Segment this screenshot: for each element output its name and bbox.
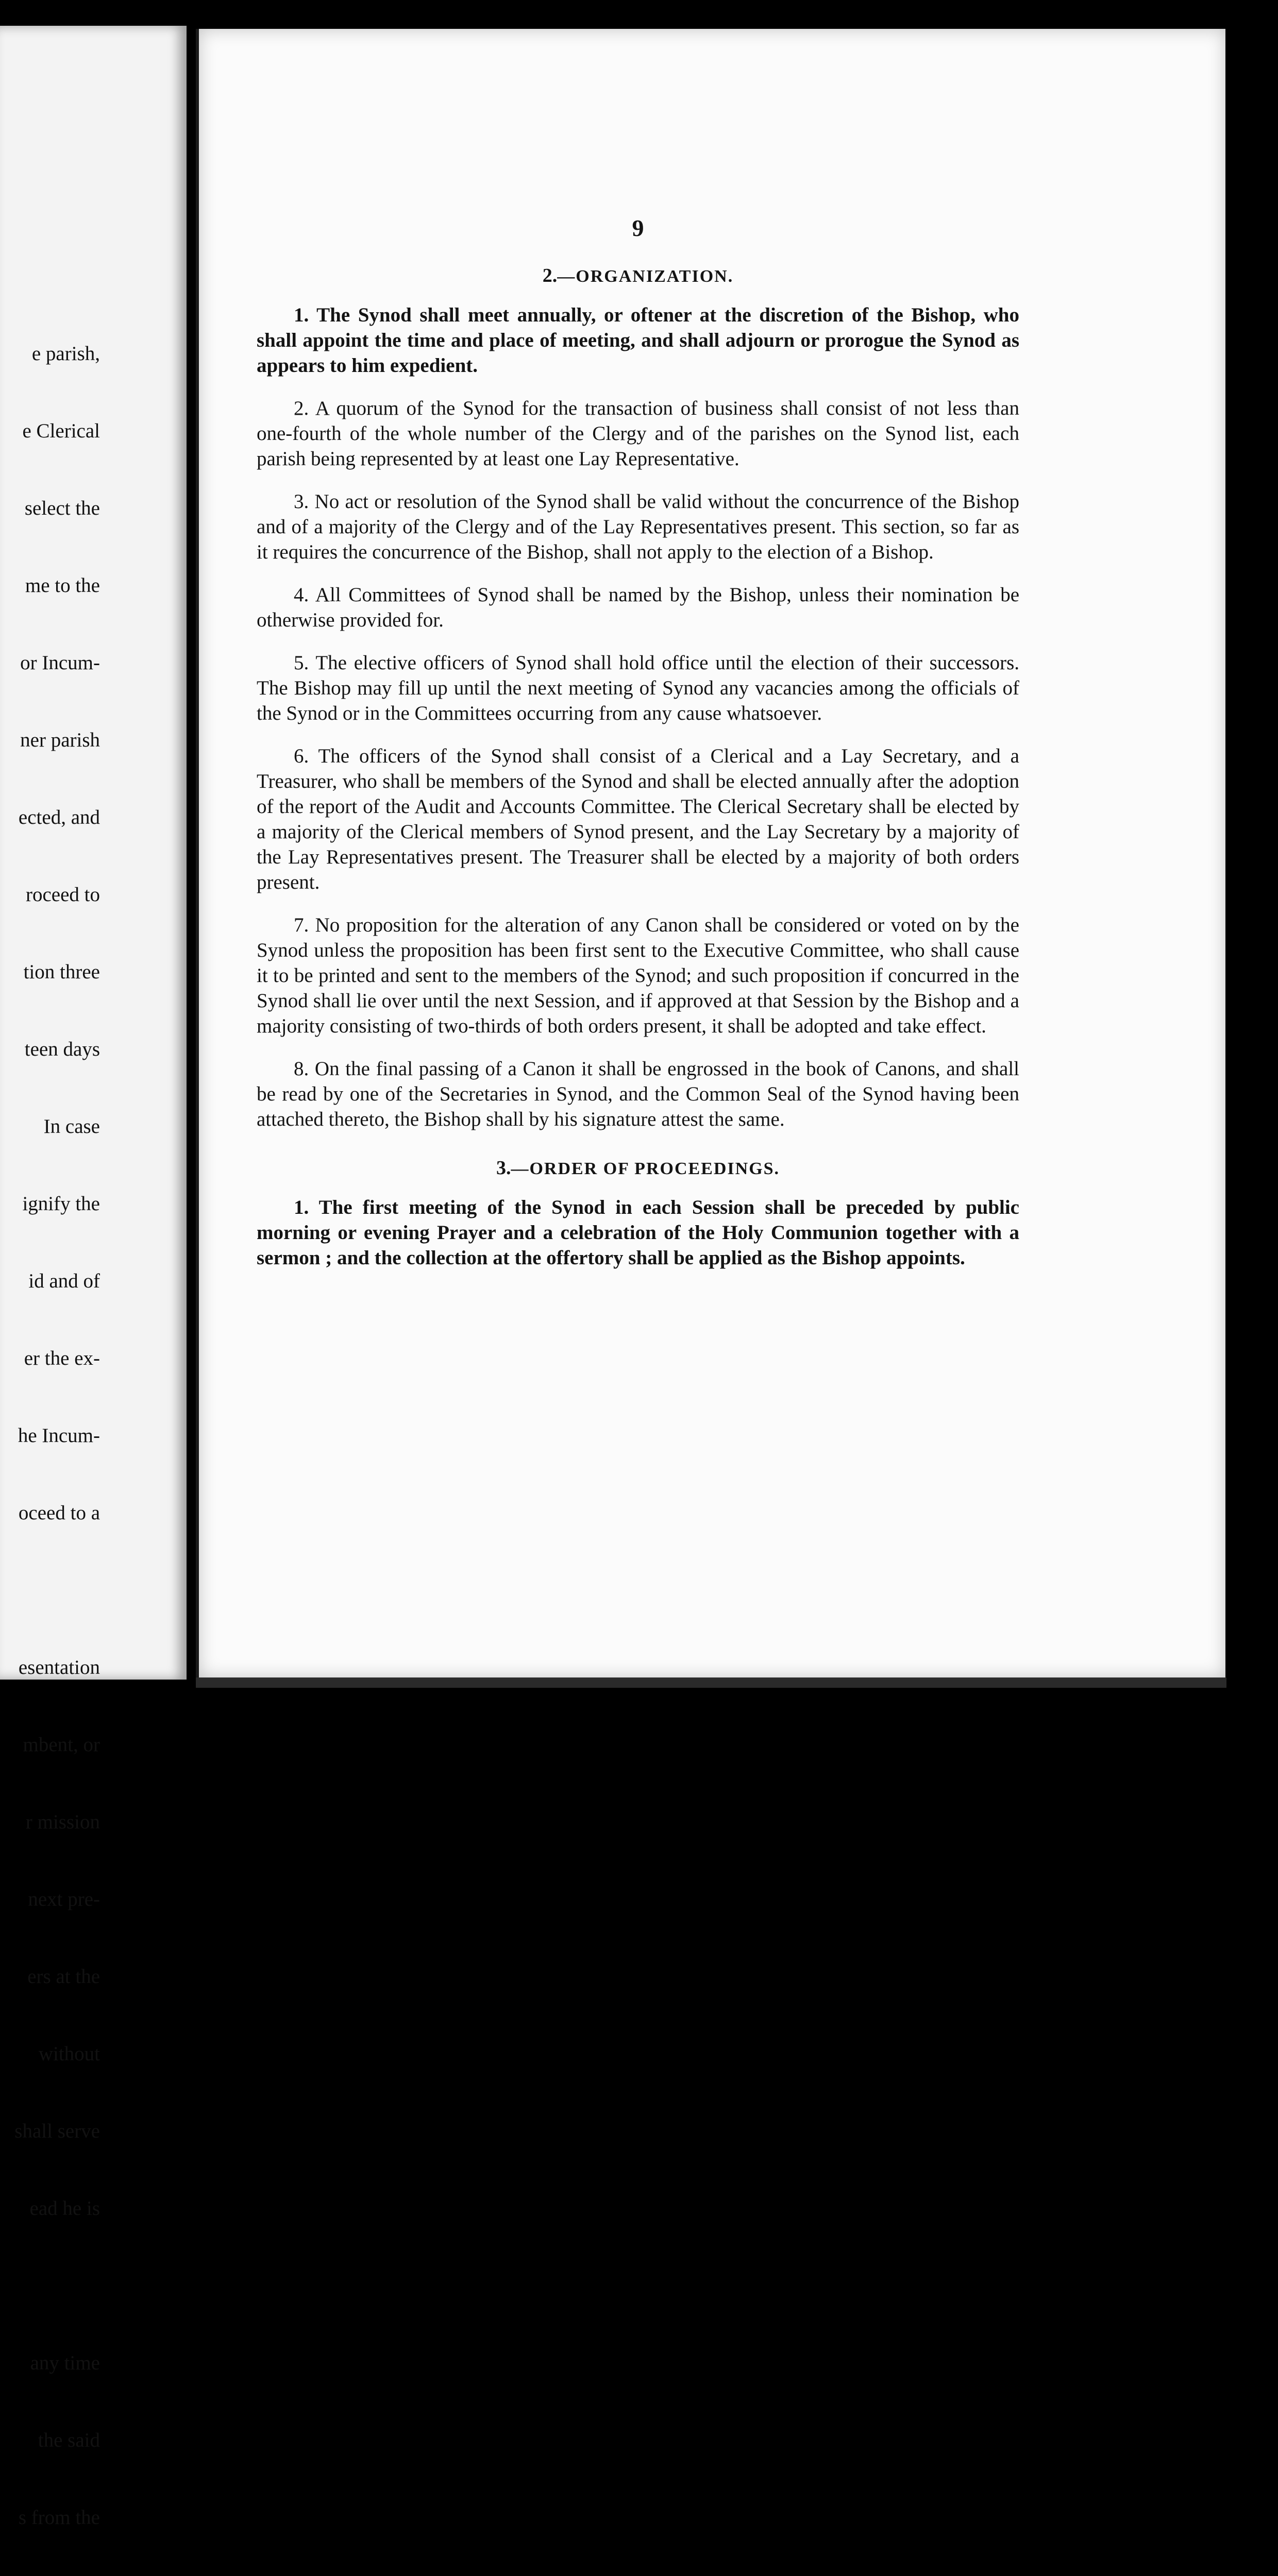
- left-line: any time: [30, 2352, 100, 2374]
- paragraph: 2. A quorum of the Synod for the transaction of business shall consist of not less than one-fourth of the whole number of the Clergy and of the parishes on the Synod list, each parish being represented by at least one Lay Representative.: [257, 397, 1019, 470]
- left-line: without: [38, 2043, 100, 2065]
- paragraph: 1. The Synod shall meet annually, or oftener at the discretion of the Bishop, who shall appoint the time and place of meeting, and shall adjourn or prorogue the Synod as appears to him expedient.: [257, 304, 1019, 377]
- page-content: [257, 214, 1019, 1288]
- left-line: or Incum-: [20, 652, 100, 674]
- left-line: ignify the: [22, 1193, 100, 1215]
- page-bottom-edge: [196, 1677, 1226, 1688]
- section-title: —ORGANIZATION.: [557, 267, 734, 286]
- section-number: 3.: [496, 1157, 511, 1179]
- paragraph: 7. No proposition for the alteration of any Canon shall be considered or voted on by the Synod unless the proposition has been first sent to the Executive Committee, who shall cause it to be printed and sent to the members of the Synod; and such proposition if concurred in the Synod shall lie over until the next Session, and if approved at that Session by the Bishop and a majority consisting of two-thirds of both orders present, it shall be adopted and take effect.: [257, 914, 1019, 1037]
- left-line: id and of: [28, 1270, 100, 1292]
- paragraph: 3. No act or resolution of the Synod shall be valid without the concurrence of the Bishop and of a majority of the Clergy and of the Lay Representatives present. This section, so far as it requires the concurrence of the Bishop, shall not apply to the election of a Bishop.: [257, 490, 1019, 563]
- left-line: s from the: [18, 2506, 100, 2529]
- left-line: r mission: [25, 1811, 100, 1833]
- left-line: teen days: [24, 1038, 100, 1060]
- left-line: oceed to a: [18, 1502, 100, 1524]
- left-line: next pre-: [28, 1888, 100, 1910]
- left-line: [0, 1578, 100, 1603]
- paragraph: 8. On the final passing of a Canon it shall be engrossed in the book of Canons, and shall be read by one of the Secretaries in Synod, and the Common Seal of the Synod having been attached thereto, the Bishop shall by his signature attest the same.: [257, 1058, 1019, 1130]
- left-line: the said: [38, 2429, 100, 2451]
- previous-page: [0, 26, 187, 2529]
- left-line: he Incum-: [18, 1425, 100, 1447]
- paragraph: 6. The officers of the Synod shall consist of a Clerical and a Lay Secretary, and a Treasurer, who shall be members of the Synod and shall be elected annually after the adoption of the report of the Audit and Accounts Committee. The Clerical Secretary shall be elected by a majority of the Clerical members of Synod present, and the Lay Secretary by a majority of the Lay Representatives present. The Treasurer shall be elected by a majority of both orders present.: [257, 745, 1019, 893]
- left-line: In case: [43, 1115, 100, 1138]
- left-line: er the ex-: [24, 1347, 100, 1369]
- left-line: select the: [24, 497, 100, 519]
- left-line: mbent, or: [23, 1734, 100, 1756]
- left-line: me to the: [25, 574, 100, 597]
- page-number: 9: [632, 215, 644, 241]
- left-line: esentation: [18, 1656, 100, 1679]
- paragraph: 5. The elective officers of Synod shall hold office until the election of their successors. The Bishop may fill up until the next meeting of Synod any vacancies among the officials of the Synod or in the Committees occurring from any cause whatsoever.: [257, 652, 1019, 724]
- section-title: —ORDER OF PROCEEDINGS.: [511, 1159, 780, 1178]
- paragraph: 4. All Committees of Synod shall be named by the Bishop, unless their nomination be otherwise provided for.: [257, 584, 1019, 631]
- left-line: [0, 2273, 100, 2299]
- left-line: ner parish: [20, 729, 100, 751]
- document-page: [196, 29, 1225, 1677]
- left-line: roceed to: [25, 884, 100, 906]
- left-line: ead he is: [29, 2197, 100, 2219]
- section-number: 2.: [542, 265, 558, 286]
- section-heading-organization: [257, 264, 1019, 287]
- left-line: ected, and: [18, 806, 100, 828]
- left-line: shall serve: [14, 2120, 100, 2142]
- left-line: e Clerical: [22, 420, 100, 442]
- left-line: ers at the: [27, 1965, 100, 1988]
- left-line: e parish,: [31, 343, 100, 365]
- section-heading-order-of-proceedings: [257, 1157, 1019, 1179]
- paragraph: 1. The first meeting of the Synod in each Session shall be preceded by public morning or evening Prayer and a celebration of the Holy Communion together with a sermon ; and the collection at the offertory shall be applied as the Bishop appoints.: [257, 1196, 1019, 1269]
- previous-page-text: [0, 290, 100, 2576]
- left-line: tion three: [23, 961, 100, 983]
